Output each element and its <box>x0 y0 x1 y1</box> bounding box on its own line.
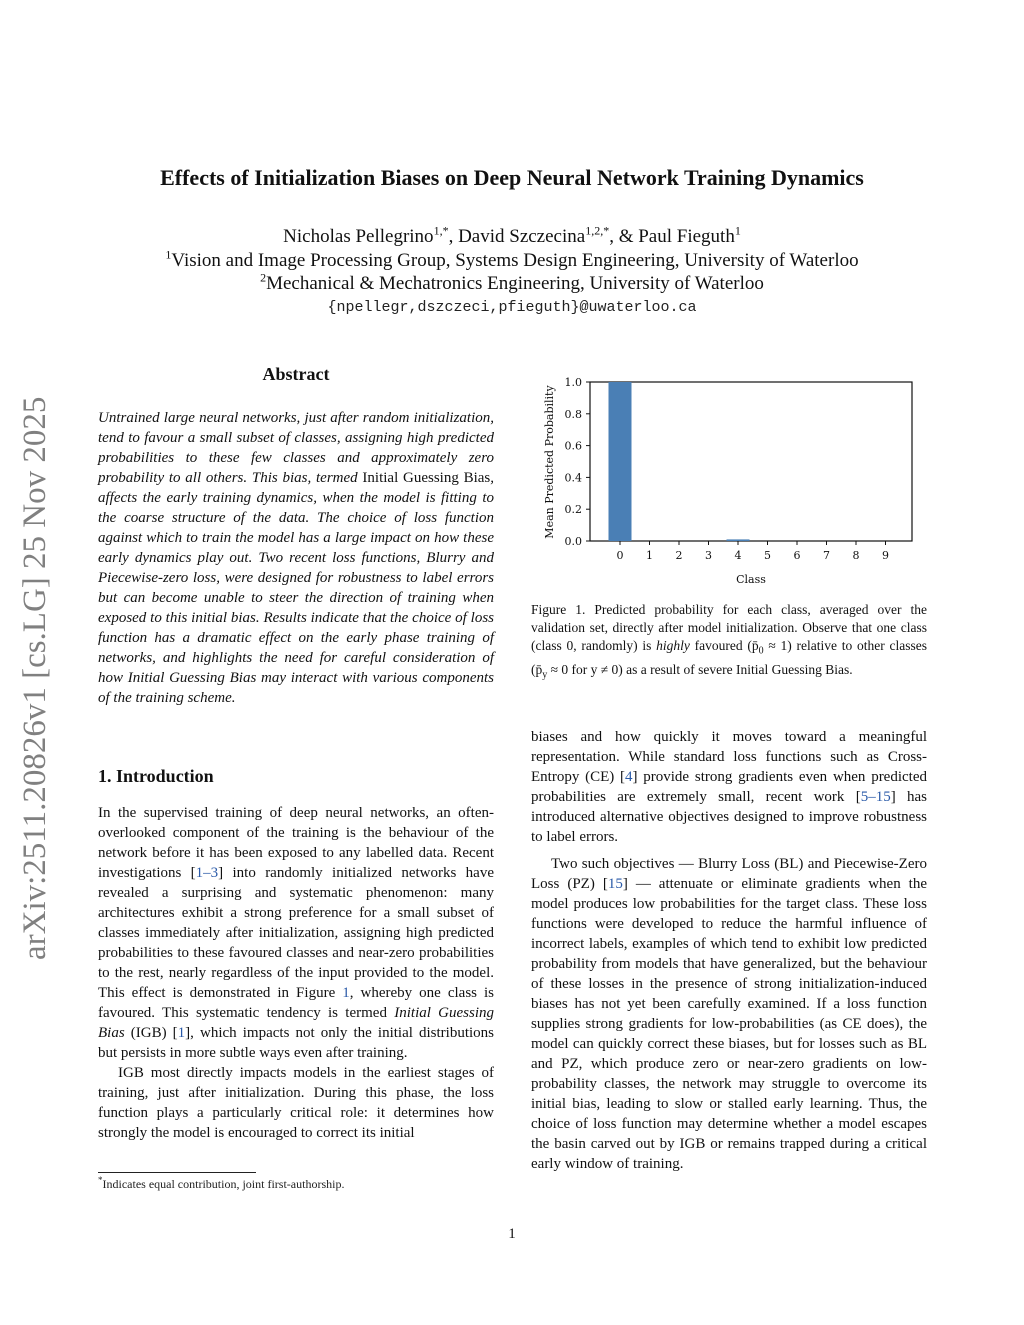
figure-link[interactable]: 1 <box>342 985 350 1001</box>
author-2: David Szczecina <box>458 226 586 247</box>
arxiv-stamp: arXiv:2511.20826v1 [cs.LG] 25 Nov 2025 <box>17 396 53 960</box>
footnote-mark: * <box>98 1175 103 1185</box>
y-tick-label: 0.8 <box>564 407 582 421</box>
x-tick-label: 3 <box>705 549 712 562</box>
page-number: 1 <box>508 1226 516 1242</box>
section-heading-introduction: 1. Introduction <box>98 766 214 786</box>
caption-text: favoured (p̄ <box>689 638 759 653</box>
caption-text: ≈ 0 for y ≠ 0) as a result of severe Initial Guessing Bias. <box>547 661 853 677</box>
citation-link[interactable]: 1 <box>177 1025 186 1041</box>
affiliation-1-mark: 1 <box>165 247 172 262</box>
body-text: ] — attenuate or eliminate gradients when the model produces low probabilities for the target class. These loss functions were developed to reduce the harmful influence of incorrect labels, examples of which tend to exhibit low predicted probability from models that have generalized, but the behaviour of these losses in the presence of strong initialization-induced biases has not yet been carefully examined. If a loss function supplies strong gradients for low-probabilities (as CE does), the model can quickly correct these biases, but for losses such as BL and PZ, which produce zero or near-zero gradients on low-probability classes, the network may struggle to overcome its initial bias, leading to slow or stalled early learning. Thus, the choice of loss function may determine whether a model escapes the basin carved out by IGB or remains trapped during a critical early window of training. <box>531 876 928 1172</box>
intro-term: Initial Guessing Bias <box>98 1005 495 1041</box>
x-tick-label: 1 <box>646 549 653 562</box>
x-tick-label: 5 <box>764 549 771 562</box>
right-paragraph-2 <box>531 854 927 1174</box>
author-1-affil: 1,* <box>433 223 449 238</box>
footnote-text: Indicates equal contribution, joint first-authorship. <box>102 1177 345 1191</box>
y-tick-label: 0.2 <box>564 503 582 517</box>
author-1: Nicholas Pellegrino <box>283 226 434 247</box>
citation-link[interactable]: 15 <box>875 789 891 805</box>
right-paragraph-1 <box>531 727 927 847</box>
caption-emphasis: highly <box>656 638 690 653</box>
y-tick-label: 0.6 <box>564 439 582 453</box>
x-tick-label: 0 <box>616 549 624 562</box>
x-tick-label: 2 <box>675 549 683 562</box>
affiliation-1 <box>0 247 1024 272</box>
caption-text: Figure 1. Predicted probability for each class, averaged over the validation set, directly after model initialization. Observe that one class (class 0, randomly) is <box>531 602 927 653</box>
citation-link[interactable]: 4 <box>625 769 633 785</box>
citation-range-dash: – <box>203 865 211 881</box>
intro-text: (IGB) [ <box>124 1025 178 1041</box>
body-text: Two such objectives — Blurry Loss (BL) and Piecewise-Zero Loss (PZ) [ <box>531 856 927 892</box>
citation-link[interactable]: 15 <box>607 876 623 892</box>
body-text: ] provide strong gradients even when predicted probabilities are extremely small, recent work [ <box>531 769 927 805</box>
affiliation-2-mark: 2 <box>260 270 267 285</box>
y-axis-label: Mean Predicted Probability <box>543 385 556 539</box>
caption-subscript: 0 <box>758 645 764 657</box>
body-text: biases and how quickly it moves toward a meaningful representation. While standard loss functions such as Cross-Entropy (CE) [ <box>531 729 927 785</box>
bar-class-4 <box>727 539 750 541</box>
y-tick-label: 0.0 <box>564 535 582 548</box>
figure-1-caption <box>531 601 927 684</box>
x-tick-label: 9 <box>882 549 889 562</box>
figure-1-bar-chart <box>531 368 931 590</box>
intro-text: ] into randomly initialized networks have revealed a surprising and systematic phenomenon: many architectures exhibit a strong preference for a small subset of classes immediately after initialization, assigning high predicted probabilities to these favoured classes and near-zero probabilities to the rest, nearly regardless of the input provided to the model. This effect is demonstrated in Figure <box>98 865 494 1001</box>
citation-link[interactable]: 5 <box>860 789 869 805</box>
intro-text: , whereby one class is favoured. This systematic tendency is termed <box>98 985 495 1021</box>
author-2-affil: 1,2,* <box>585 223 610 238</box>
y-tick-label: 1.0 <box>564 376 582 389</box>
author-emails: {npellegr,dszczeci,pfieguth}@uwaterloo.ca <box>327 299 697 316</box>
author-list: Nicholas Pellegrino$^{1,*}$, David Szczecina$^{1,2,*}$, & Paul Fieguth$^1$ <box>283 223 741 247</box>
x-axis-label: Class <box>736 573 766 586</box>
footnote <box>98 1177 494 1192</box>
x-tick-label: 6 <box>793 549 801 562</box>
x-tick-label: 4 <box>734 549 742 562</box>
abstract-text-1: Untrained large neural networks, just after random initialization, tend to favour a small subset of classes, assigning high predicted probabilities to these few classes and approximately zero probability to all others. This bias, termed <box>98 410 494 486</box>
plot-frame <box>590 382 912 541</box>
footnote-rule <box>98 1172 256 1173</box>
intro-text: ], which impacts not only the initial distributions but persists in more subtle ways even after training. <box>98 1025 494 1061</box>
intro-text: In the supervised training of deep neural networks, an often-overlooked component of the training is the behaviour of the network before it has been exposed to any labelled data. Recent investigations [ <box>98 805 494 881</box>
abstract-heading: Abstract <box>262 364 330 384</box>
x-tick-label: 7 <box>823 549 830 562</box>
abstract-term: Initial Guessing Bias <box>362 470 491 486</box>
intro-body <box>98 803 494 1143</box>
intro-paragraph-1 <box>98 803 494 1063</box>
citation-range-dash: – <box>868 789 876 805</box>
citation-link[interactable]: 3 <box>210 865 219 881</box>
y-tick-label: 0.4 <box>564 471 582 485</box>
x-tick-label: 8 <box>852 549 860 562</box>
paper-title: Effects of Initialization Biases on Deep Neural Network Training Dynamics <box>160 165 864 190</box>
author-3-affil: 1 <box>734 223 741 238</box>
caption-text: ≈ 1) relative to other classes (p̄ <box>531 638 927 677</box>
citation-link[interactable]: 1 <box>195 865 204 881</box>
arxiv-stamp-container <box>12 370 60 960</box>
affiliation-2 <box>0 270 1024 295</box>
abstract-text-2: , affects the early training dynamics, when the model is fitting to the coarse structure of the data. The choice of loss function against which to train the model has a large impact on how these early dynamics play out. Two recent loss functions, Blurry and Piecewise-zero loss, were designed for robustness to label errors but can become unable to steer the direction of training when exposed to this initial bias. Results indicate that the choice of loss function has a dramatic effect on the early phase training of networks, and highlights the need for careful consideration of how Initial Guessing Bias may interact with various components of the training scheme. <box>98 470 495 706</box>
abstract-body <box>98 408 494 708</box>
affiliation-2-text: Mechanical & Mechatronics Engineering, University of Waterloo <box>266 273 764 294</box>
right-column-body <box>531 727 927 1174</box>
intro-paragraph-2: IGB most directly impacts models in the earliest stages of training, just after initialization. During this phase, the loss function plays a particularly critical role: it determines how strongly the model is encouraged to correct its initial <box>98 1065 494 1141</box>
body-text: ] has introduced alternative objectives designed to improve robustness to label errors. <box>531 789 927 845</box>
affiliation-1-text: Vision and Image Processing Group, Systems Design Engineering, University of Waterloo <box>171 250 859 271</box>
bar-class-0 <box>609 382 632 541</box>
caption-subscript: y <box>542 669 548 681</box>
author-3: & Paul Fieguth <box>618 226 735 247</box>
